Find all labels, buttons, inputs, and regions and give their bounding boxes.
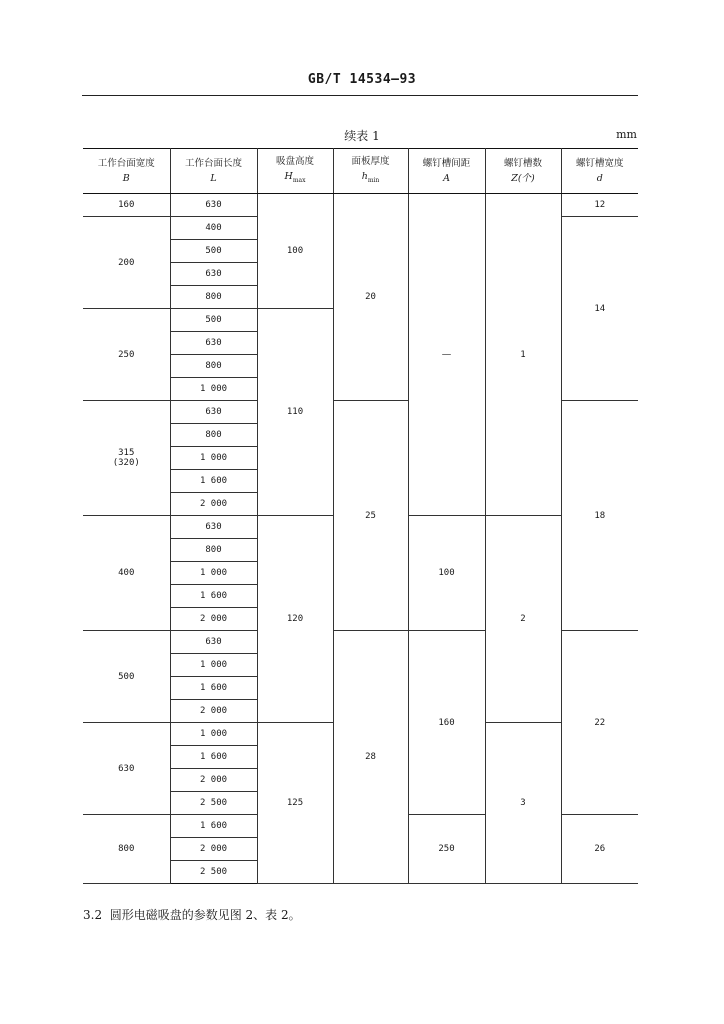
length-cell: 630 [170,332,257,355]
width-cell: 315 (320) [83,401,170,516]
slot-width-cell: 12 [561,194,638,217]
length-cell: 630 [170,194,257,217]
spacing-cell: 250 [408,815,485,884]
header-width: 工作台面宽度 B [83,149,170,194]
length-cell: 2 000 [170,493,257,516]
header-length: 工作台面长度 L [170,149,257,194]
length-cell: 1 600 [170,746,257,769]
header-rule [82,95,638,96]
length-cell: 800 [170,424,257,447]
slot-count-cell: 2 [485,516,561,723]
width-cell: 630 [83,723,170,815]
slot-width-cell: 14 [561,217,638,401]
length-cell: 1 000 [170,654,257,677]
length-cell: 630 [170,516,257,539]
hmax-cell: 125 [257,723,333,884]
table-unit: mm [616,128,637,141]
hmin-cell: 25 [333,401,408,631]
header-slot-spacing: 螺钉槽间距 A [408,149,485,194]
header-chuck-height: 吸盘高度 $H_{max}$ [257,149,333,194]
width-cell: 500 [83,631,170,723]
length-cell: 1 000 [170,378,257,401]
spacing-cell: 160 [408,631,485,815]
length-cell: 500 [170,309,257,332]
hmin-cell: 20 [333,194,408,401]
parameter-table [83,148,638,884]
footnote [83,906,301,923]
hmax-cell: 120 [257,516,333,723]
width-cell: 400 [83,516,170,631]
length-cell: 1 000 [170,723,257,746]
length-cell: 1 600 [170,585,257,608]
slot-count-cell: 3 [485,723,561,884]
slot-count-cell: 1 [485,194,561,516]
length-cell: 1 600 [170,815,257,838]
table-caption: 续表 1 [344,129,380,143]
length-cell: 800 [170,539,257,562]
length-cell: 1 000 [170,562,257,585]
header-slot-width: 螺钉槽宽度 d [561,149,638,194]
hmax-cell: 100 [257,194,333,309]
header-slot-count: 螺钉槽数 Z(个) [485,149,561,194]
length-cell: 500 [170,240,257,263]
length-cell: 800 [170,355,257,378]
slot-width-cell: 22 [561,631,638,815]
length-cell: 2 500 [170,861,257,884]
hmax-cell: 110 [257,309,333,516]
hmin-cell: 28 [333,631,408,884]
length-cell: 400 [170,217,257,240]
standard-code: GB/T 14534—93 [307,72,417,87]
slot-width-cell: 26 [561,815,638,884]
length-cell: 1 000 [170,447,257,470]
width-cell: 250 [83,309,170,401]
footnote-number: 3.2 [83,908,103,922]
length-cell: 800 [170,286,257,309]
width-cell: 200 [83,217,170,309]
length-cell: 630 [170,401,257,424]
table-header-row [83,149,638,194]
width-cell: 800 [83,815,170,884]
table-row [83,194,638,217]
slot-width-cell: 18 [561,401,638,631]
footnote-text: 圆形电磁吸盘的参数见图 2、表 2。 [109,908,301,922]
length-cell: 2 000 [170,838,257,861]
length-cell: 2 000 [170,608,257,631]
length-cell: 1 600 [170,470,257,493]
length-cell: 2 500 [170,792,257,815]
length-cell: 2 000 [170,769,257,792]
width-cell: 160 [83,194,170,217]
spacing-cell: 100 [408,516,485,631]
length-cell: 1 600 [170,677,257,700]
length-cell: 630 [170,263,257,286]
length-cell: 630 [170,631,257,654]
spacing-cell: — [408,194,485,516]
length-cell: 2 000 [170,700,257,723]
header-panel-thickness: 面板厚度 $h_{min}$ [333,149,408,194]
